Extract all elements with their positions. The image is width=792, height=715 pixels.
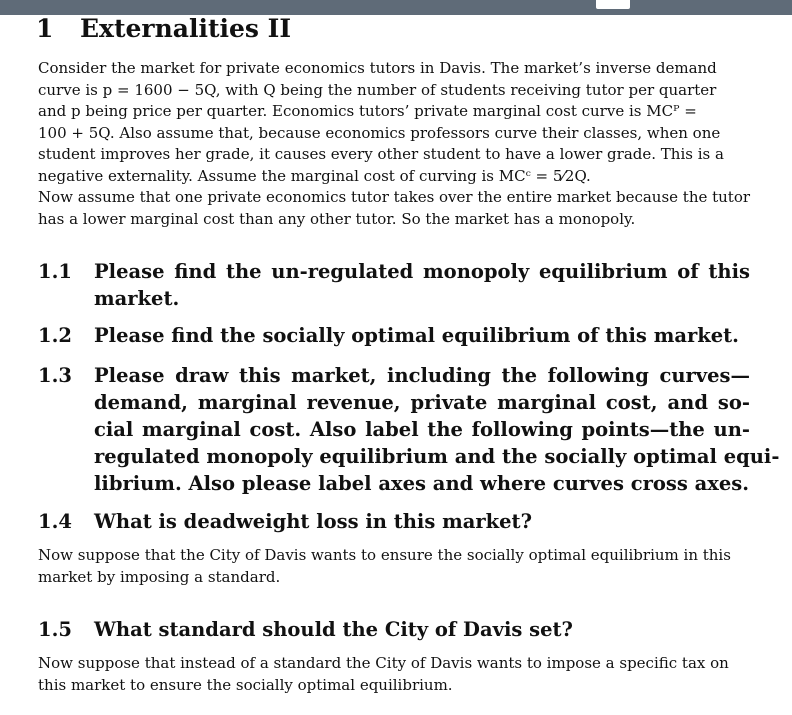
intro-line: Now assume that one private economics tutor takes over the entire market because the tutor	[38, 188, 751, 206]
question-number: 1.2	[38, 324, 72, 347]
question-line: demand, marginal revenue, private marginal cost, and so-	[94, 391, 750, 414]
intro-line: 100 + 5Q. Also assume that, because economics professors curve their classes, when one	[38, 123, 721, 142]
window-tab-indicator	[596, 0, 630, 9]
question-number: 1.4	[38, 510, 72, 533]
question-1-2	[38, 322, 750, 349]
question-line: cial marginal cost. Also label the following points—the un-	[94, 418, 750, 441]
question-line: librium. Also please label axes and where curves cross axes.	[94, 472, 750, 495]
intro-line: Consider the market for private economics tutors in Davis. The market’s inverse demand	[38, 59, 717, 77]
intro-line: and p being price per quarter. Economics tutors’ private marginal cost curve is MCᴾ =	[38, 102, 697, 120]
intro-line: negative externality. Assume the marginal cost of curving is MCᶜ = 5⁄2Q.	[38, 166, 591, 185]
question-text	[94, 362, 780, 497]
intro-line: curve is p = 1600 − 5Q, with Q being the number of students receiving tutor per quarter	[38, 80, 717, 99]
question-number: 1.1	[38, 260, 72, 283]
question-text	[94, 258, 750, 312]
question-1-5	[38, 616, 750, 643]
intro-line: has a lower marginal cost than any other tutor. So the market has a monopoly.	[38, 209, 636, 228]
section-number: 1	[36, 14, 54, 43]
intro-line: student improves her grade, it causes every other student to have a lower grade. This is a	[38, 145, 724, 163]
question-number: 1.3	[38, 364, 72, 387]
question-line: market.	[94, 287, 180, 310]
question-text	[94, 322, 750, 349]
paragraph-line: Now suppose that instead of a standard the City of Davis wants to impose a specific tax on	[38, 654, 729, 672]
question-line: regulated monopoly equilibrium and the socially optimal equi-	[94, 445, 780, 468]
question-number: 1.5	[38, 618, 72, 641]
question-line: Please find the socially optimal equilibrium of this market.	[94, 324, 739, 347]
question-line: Please draw this market, including the following curves—	[94, 364, 750, 387]
question-line: Please find the un-regulated monopoly equilibrium of this	[94, 260, 750, 283]
section-heading	[36, 14, 291, 43]
paragraph-line: market by imposing a standard.	[38, 567, 281, 586]
question-text	[94, 616, 750, 643]
question-1-3	[38, 362, 780, 497]
tax-paragraph	[38, 653, 748, 696]
question-line: What is deadweight loss in this market?	[94, 510, 532, 533]
standard-paragraph	[38, 545, 748, 588]
section-title: Externalities II	[80, 14, 292, 43]
question-text	[94, 508, 750, 535]
window-top-bar	[0, 0, 792, 15]
question-1-4	[38, 508, 750, 535]
question-1-1	[38, 258, 750, 312]
paragraph-line: this market to ensure the socially optimal equilibrium.	[38, 675, 453, 694]
paragraph-line: Now suppose that the City of Davis wants to ensure the socially optimal equilibrium in this	[38, 546, 731, 564]
intro-paragraph	[38, 58, 751, 230]
question-line: What standard should the City of Davis set?	[94, 618, 573, 641]
